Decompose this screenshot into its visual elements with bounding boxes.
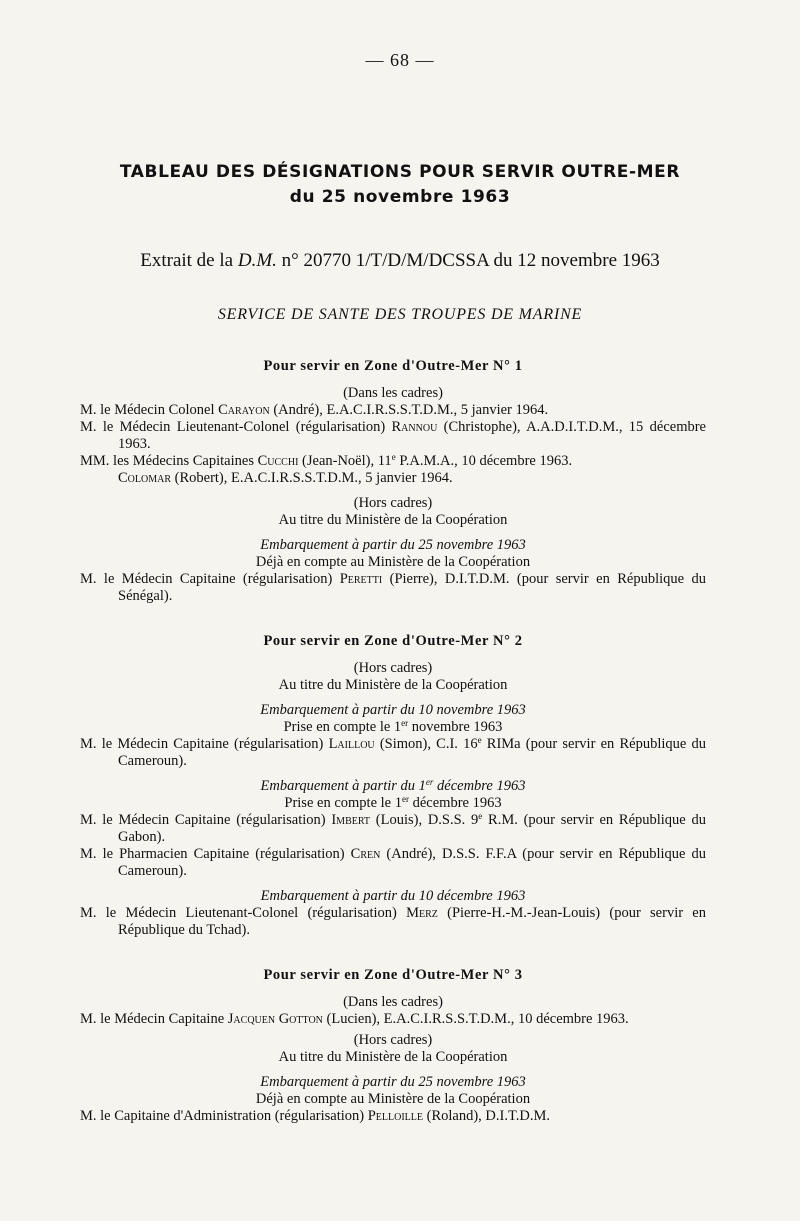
- prise-text: Prise en compte le 1: [283, 719, 402, 735]
- entry-name: Cucchi: [257, 453, 299, 469]
- entry-text: (Simon), C.I. 16: [374, 736, 478, 752]
- entry-text: (Pierre), D.I.T.D.M. (pour servir en République du Sénégal).: [118, 571, 706, 604]
- zone-2-hors-cadres: (Hors cadres): [353, 660, 433, 676]
- entry-name: Jacquen Gotton: [227, 1011, 323, 1027]
- zone-1-hors-cadres: (Hors cadres): [353, 495, 433, 511]
- entry-name: Carayon: [218, 402, 270, 418]
- zone-1-titre-cooperation: Au titre du Ministère de la Coopération: [278, 512, 508, 528]
- entry-text: M. le Médecin Capitaine (régularisation): [80, 571, 340, 587]
- zone-3-hors-cadres: (Hors cadres): [353, 1032, 433, 1048]
- zone-1-dans-cadres: (Dans les cadres): [343, 385, 443, 401]
- entry-text: M. le Médecin Lieutenant-Colonel (régularisation): [80, 419, 392, 435]
- zone-2-entry: [80, 846, 706, 880]
- zone-3-heading: Pour servir en Zone d'Outre-Mer N° 3: [263, 967, 523, 983]
- entry-text: M. le Médecin Capitaine (régularisation): [80, 736, 329, 752]
- ordinal-suffix: e: [478, 811, 483, 821]
- prise-text: novembre 1963: [408, 719, 503, 735]
- entry-text: (Christophe), A.A.D.I.T.D.M., 15 décembre 1963.: [118, 419, 706, 452]
- zone-1-entry: [80, 453, 706, 470]
- entry-text: (Jean-Noël), 11: [298, 453, 392, 469]
- title-line-2: du 25 novembre 1963: [289, 187, 511, 207]
- zone-2-entry: [80, 736, 706, 770]
- entry-text: RIMa (pour servir en République du Cameroun).: [118, 736, 706, 769]
- ordinal-suffix: e: [477, 735, 482, 745]
- zone-2-entry: [80, 812, 706, 846]
- service-heading: SERVICE DE SANTE DES TROUPES DE MARINE: [217, 306, 583, 323]
- entry-text: M. le Médecin Lieutenant-Colonel (régularisation): [80, 905, 407, 921]
- zone-2-embarquement-1: Embarquement à partir du 10 novembre 1963: [260, 702, 526, 718]
- entry-text: P.A.M.A., 10 décembre 1963.: [395, 453, 573, 469]
- zone-1-entry: [80, 470, 706, 487]
- extract-dm: D.M.: [237, 250, 277, 271]
- zone-2-entry: [80, 905, 706, 939]
- entry-text: (Lucien), E.A.C.I.R.S.S.T.D.M., 10 décembre 1963.: [322, 1011, 629, 1027]
- title-line-1: TABLEAU DES DÉSIGNATIONS POUR SERVIR OUTRE-MER: [119, 162, 681, 182]
- zone-1-entry: [80, 419, 706, 453]
- entry-text: (Pierre-H.-M.-Jean-Louis) (pour servir en République du Tchad).: [118, 905, 706, 938]
- document-title: [0, 160, 800, 210]
- zone-3-embarquement: Embarquement à partir du 25 novembre 1963: [260, 1074, 526, 1090]
- zone-2-titre-cooperation: Au titre du Ministère de la Coopération: [278, 677, 508, 693]
- extract-prefix: Extrait de la: [140, 250, 238, 271]
- entry-name: Merz: [406, 905, 438, 921]
- prise-text: Prise en compte le 1: [284, 795, 402, 811]
- embarquement-text: Embarquement à partir du 1: [260, 778, 426, 794]
- zone-3-entry: [80, 1011, 706, 1028]
- zone-2-embarquement-3: Embarquement à partir du 10 décembre 1963: [260, 888, 526, 904]
- zone-2-prise-compte-1: [80, 719, 706, 736]
- zone-3-deja-compte: Déjà en compte au Ministère de la Coopération: [255, 1091, 531, 1107]
- entry-text: (André), E.A.C.I.R.S.S.T.D.M., 5 janvier 1964.: [269, 402, 549, 418]
- zone-1-entry: [80, 402, 706, 419]
- zone-1-entry: [80, 571, 706, 605]
- zone-3-titre-cooperation: Au titre du Ministère de la Coopération: [278, 1049, 508, 1065]
- entry-text: (Robert), E.A.C.I.R.S.S.T.D.M., 5 janvier 1964.: [171, 470, 453, 486]
- prise-text: décembre 1963: [408, 795, 502, 811]
- zone-3-entry: [80, 1108, 706, 1125]
- entry-text: (Louis), D.S.S. 9: [370, 812, 479, 828]
- entry-name: Colomar: [118, 470, 172, 486]
- extract-reference: [0, 250, 800, 272]
- entry-text: (Roland), D.I.T.D.M.: [423, 1108, 550, 1124]
- zone-2-embarquement-2: [80, 778, 706, 795]
- entry-text: M. le Capitaine d'Administration (régularisation): [80, 1108, 368, 1124]
- embarquement-text: décembre 1963: [433, 778, 526, 794]
- zone-2-heading: Pour servir en Zone d'Outre-Mer N° 2: [263, 633, 523, 649]
- entry-name: Pelloille: [367, 1108, 423, 1124]
- zone-1-embarquement: Embarquement à partir du 25 novembre 1963: [260, 537, 526, 553]
- zone-3-dans-cadres: (Dans les cadres): [343, 994, 443, 1010]
- entry-text: M. le Médecin Capitaine (régularisation): [80, 812, 332, 828]
- zone-2-prise-compte-2: [80, 795, 706, 812]
- entry-text: MM. les Médecins Capitaines: [80, 453, 258, 469]
- zone-1-heading: Pour servir en Zone d'Outre-Mer N° 1: [263, 358, 523, 374]
- entry-text: R.M. (pour servir en République du Gabon).: [118, 812, 706, 845]
- entry-text: M. le Pharmacien Capitaine (régularisation): [80, 846, 351, 862]
- entry-name: Laillou: [328, 736, 375, 752]
- ordinal-suffix: er: [425, 777, 434, 787]
- ordinal-suffix: er: [401, 794, 409, 804]
- ordinal-suffix: e: [391, 452, 396, 462]
- entry-name: Imbert: [331, 812, 371, 828]
- ordinal-suffix: er: [401, 718, 409, 728]
- document-body: [80, 358, 706, 1125]
- entry-text: M. le Médecin Colonel: [80, 402, 219, 418]
- entry-name: Rannou: [391, 419, 438, 435]
- entry-text: (André), D.S.S. F.F.A (pour servir en République du Cameroun).: [118, 846, 706, 879]
- extract-suffix: n° 20770 1/T/D/M/DCSSA du 12 novembre 1963: [276, 250, 660, 271]
- entry-text: M. le Médecin Capitaine: [80, 1011, 228, 1027]
- entry-name: Cren: [350, 846, 381, 862]
- page-number: — 68 —: [365, 50, 435, 70]
- zone-1-deja-compte: Déjà en compte au Ministère de la Coopération: [255, 554, 531, 570]
- entry-name: Peretti: [339, 571, 383, 587]
